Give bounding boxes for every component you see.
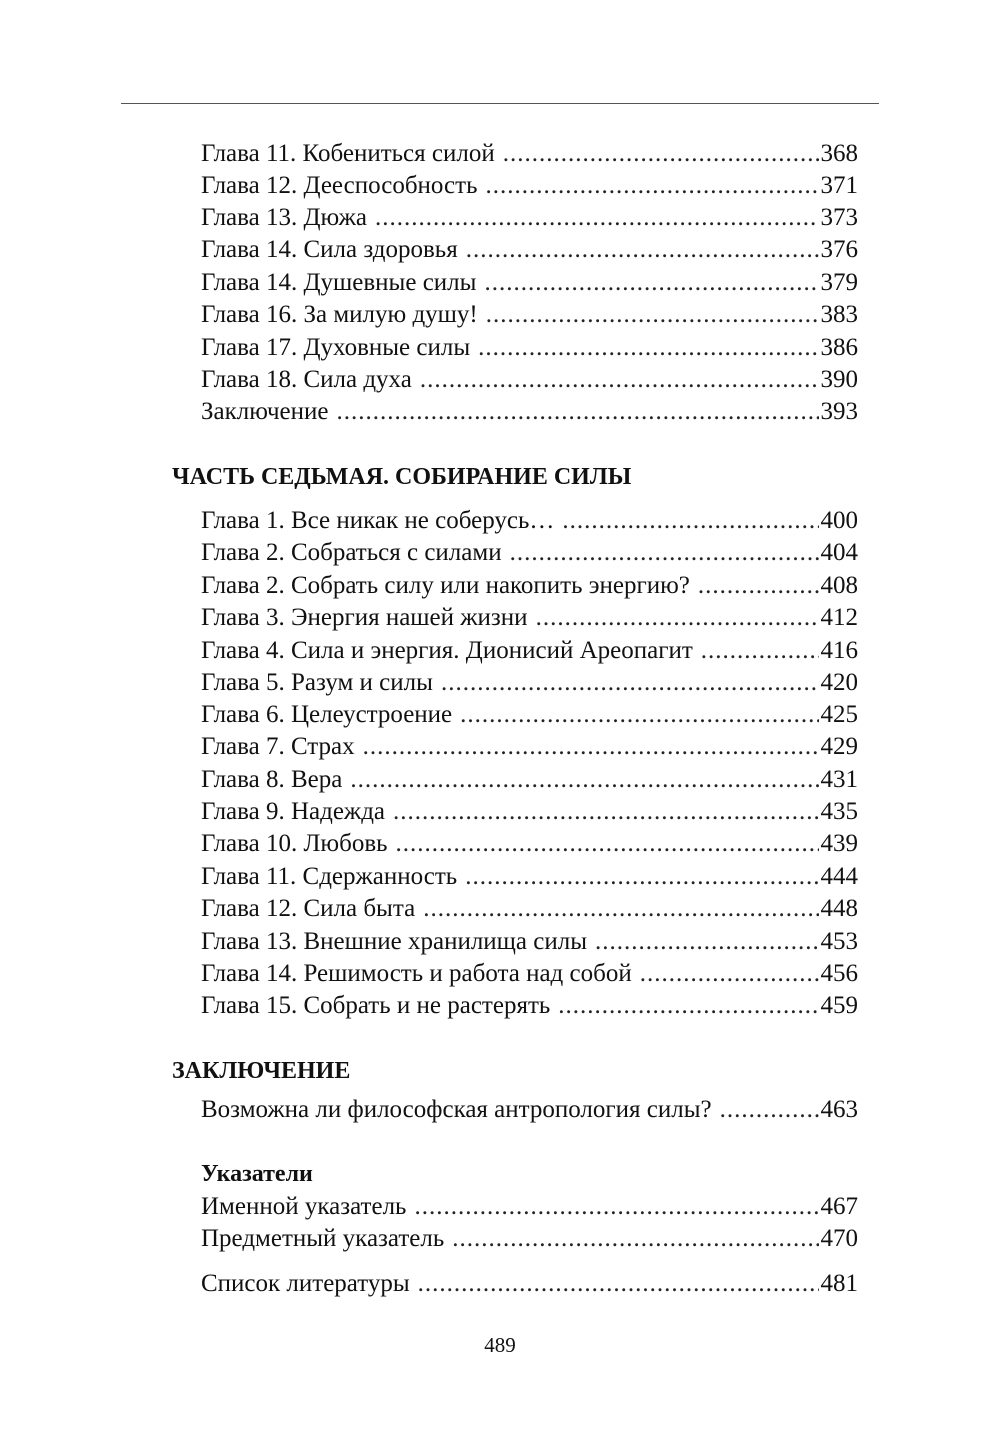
- page-number: 489: [484, 1333, 516, 1357]
- toc-entry: [201, 796, 858, 828]
- entry-page: 481: [820, 1270, 858, 1297]
- dot-leader: [558, 990, 818, 1022]
- toc-entry: [201, 202, 858, 234]
- toc-entry: [201, 861, 858, 893]
- header-rule: [121, 103, 879, 104]
- entry-title: Глава 14. Душевные силы: [201, 269, 477, 296]
- dot-leader: [595, 926, 818, 958]
- entry-page: 459: [820, 992, 858, 1019]
- dot-leader: [396, 828, 819, 860]
- entry-title: Глава 15. Собрать и не растерять: [201, 992, 551, 1019]
- toc-entry: [201, 602, 858, 634]
- entry-title: Глава 2. Собраться с силами: [201, 539, 502, 566]
- toc-entry: [201, 699, 858, 731]
- entry-page: 453: [820, 928, 858, 955]
- toc-entry: [201, 505, 858, 537]
- dot-leader: [423, 893, 818, 925]
- dot-leader: [485, 170, 818, 202]
- entry-page: 435: [820, 798, 858, 825]
- entry-page: 463: [820, 1096, 858, 1123]
- toc-entry: [201, 170, 858, 202]
- dot-leader: [465, 861, 818, 893]
- dot-leader: [484, 267, 818, 299]
- dot-leader: [503, 138, 819, 170]
- entry-page: 368: [820, 140, 858, 167]
- dot-leader: [441, 667, 819, 699]
- dot-leader: [452, 1223, 818, 1255]
- toc-entry: [201, 1223, 858, 1255]
- entry-title: Заключение: [201, 398, 329, 425]
- entry-title: Глава 14. Сила здоровья: [201, 236, 458, 263]
- entry-page: 371: [820, 172, 858, 199]
- dot-leader: [414, 1191, 818, 1223]
- toc-entry: [201, 958, 858, 990]
- toc-entry: [201, 990, 858, 1022]
- dot-leader: [536, 602, 819, 634]
- entry-page: 420: [820, 669, 858, 696]
- dot-leader: [418, 1268, 819, 1300]
- entry-title: Глава 7. Страх: [201, 733, 355, 760]
- dot-leader: [350, 764, 818, 796]
- dot-leader: [701, 635, 819, 667]
- entry-page: 429: [820, 733, 858, 760]
- toc-entry: [201, 332, 858, 364]
- toc-entry: [201, 731, 858, 763]
- dot-leader: [466, 234, 819, 266]
- entry-page: 425: [820, 701, 858, 728]
- entry-page: 390: [820, 366, 858, 393]
- toc-entry: [201, 267, 858, 299]
- toc-entry-bibliography: [201, 1268, 858, 1300]
- entry-page: 376: [820, 236, 858, 263]
- entry-title: Глава 5. Разум и силы: [201, 669, 433, 696]
- toc-entry: [201, 234, 858, 266]
- dot-leader: [698, 570, 819, 602]
- toc-entry: [201, 299, 858, 331]
- entry-title: Глава 8. Вера: [201, 766, 343, 793]
- entry-title: Список литературы: [201, 1270, 410, 1297]
- entry-title: Глава 1. Все никак не соберусь…: [201, 507, 555, 534]
- toc-entry: [201, 364, 858, 396]
- entry-page: 467: [820, 1193, 858, 1220]
- entry-title: Глава 11. Сдержанность: [201, 863, 458, 890]
- indexes-heading: Указатели: [201, 1161, 313, 1187]
- entry-title: Глава 12. Сила быта: [201, 895, 416, 922]
- entry-page: 448: [820, 895, 858, 922]
- entry-page: 400: [820, 507, 858, 534]
- entry-title: Глава 17. Духовные силы: [201, 334, 471, 361]
- entry-title: Именной указатель: [201, 1193, 407, 1220]
- entry-title: Глава 13. Внешние хранилища силы: [201, 928, 588, 955]
- toc-entry: [201, 570, 858, 602]
- toc-entry: [201, 667, 858, 699]
- toc-entry: [201, 926, 858, 958]
- dot-leader: [486, 299, 819, 331]
- toc-entry: [201, 537, 858, 569]
- dot-leader: [420, 364, 819, 396]
- entry-page: 383: [820, 301, 858, 328]
- entry-page: 456: [820, 960, 858, 987]
- dot-leader: [375, 202, 819, 234]
- toc-entry: [201, 1191, 858, 1223]
- dot-leader: [720, 1094, 819, 1126]
- entry-page: 412: [820, 604, 858, 631]
- entry-title: Глава 13. Дюжа: [201, 204, 367, 231]
- entry-title: Глава 10. Любовь: [201, 830, 388, 857]
- dot-leader: [510, 537, 819, 569]
- toc-entry: [201, 396, 858, 428]
- dot-leader: [478, 332, 818, 364]
- entry-page: 379: [820, 269, 858, 296]
- dot-leader: [640, 958, 819, 990]
- dot-leader: [460, 699, 818, 731]
- entry-page: 404: [820, 539, 858, 566]
- entry-title: Глава 9. Надежда: [201, 798, 386, 825]
- dot-leader: [393, 796, 818, 828]
- toc-entry: [201, 828, 858, 860]
- toc-entry: [201, 635, 858, 667]
- entry-title: Глава 2. Собрать силу или накопить энергию?: [201, 572, 690, 599]
- entry-title: Глава 3. Энергия нашей жизни: [201, 604, 528, 631]
- entry-title: Глава 12. Дееспособность: [201, 172, 478, 199]
- toc-entry: [201, 138, 858, 170]
- toc-entry: [201, 764, 858, 796]
- entry-page: 386: [820, 334, 858, 361]
- entry-title: Глава 14. Решимость и работа над собой: [201, 960, 632, 987]
- part-heading: ЧАСТЬ СЕДЬМАЯ. СОБИРАНИЕ СИЛЫ: [172, 464, 632, 490]
- entry-title: Предметный указатель: [201, 1225, 445, 1252]
- toc-entry: [201, 1094, 858, 1126]
- entry-page: 408: [820, 572, 858, 599]
- entry-page: 373: [820, 204, 858, 231]
- entry-page: 393: [820, 398, 858, 425]
- entry-page: 431: [820, 766, 858, 793]
- entry-title: Глава 4. Сила и энергия. Дионисий Ареопагит: [201, 637, 693, 664]
- entry-title: Глава 6. Целеустроение: [201, 701, 453, 728]
- dot-leader: [337, 396, 819, 428]
- entry-title: Глава 18. Сила духа: [201, 366, 412, 393]
- dot-leader: [562, 505, 818, 537]
- entry-page: 470: [820, 1225, 858, 1252]
- entry-page: 439: [820, 830, 858, 857]
- entry-page: 444: [820, 863, 858, 890]
- entry-title: Глава 16. За милую душу!: [201, 301, 478, 328]
- toc-entry: [201, 893, 858, 925]
- entry-page: 416: [820, 637, 858, 664]
- conclusion-heading: ЗАКЛЮЧЕНИЕ: [172, 1058, 351, 1084]
- entry-title: Возможна ли философская антропология силы?: [201, 1096, 712, 1123]
- dot-leader: [363, 731, 819, 763]
- entry-title: Глава 11. Кобениться силой: [201, 140, 495, 167]
